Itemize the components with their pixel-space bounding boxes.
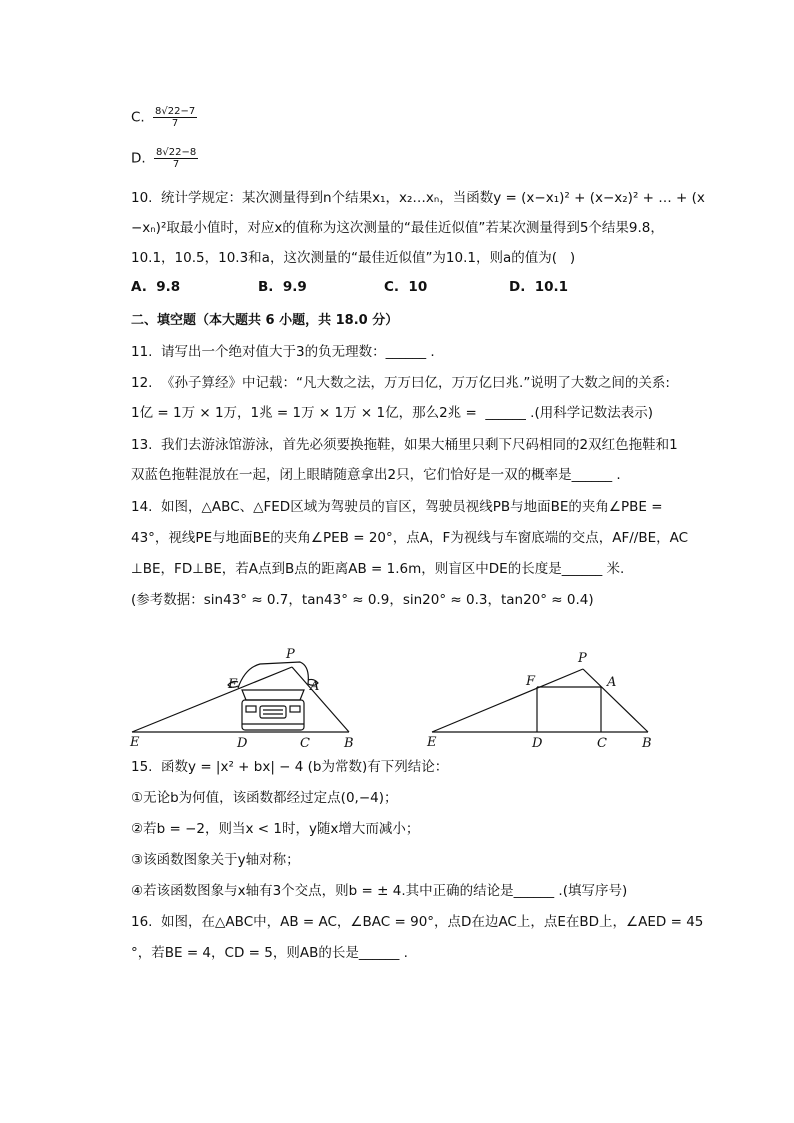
- q13-line-2: 双蓝色拖鞋混放在一起，闭上眼睛随意拿出2只，它们恰好是一双的概率是______ .: [131, 467, 621, 483]
- q14-line-1: 14. 如图，△ABC、△FED区域为驾驶员的盲区，驾驶员视线PB与地面BE的夹角∠PBE =: [131, 499, 663, 515]
- q14-line-3: ⊥BE，FD⊥BE，若A点到B点的距离AB = 1.6m，则盲区中DE的长度是______ 米.: [131, 561, 625, 577]
- label-P2: P: [578, 651, 587, 666]
- figure-car-diagram: [120, 640, 360, 755]
- q9-option-d: D. $\frac{8√22-8}{7}$: [131, 147, 197, 170]
- q15-item-4: ④若该函数图象与x轴有3个交点，则b = ± 4.其中正确的结论是______ .(填写序号): [131, 883, 628, 899]
- label-C2: C: [597, 736, 607, 751]
- car-grille: [260, 706, 286, 718]
- q11: 11. 请写出一个绝对值大于3的负无理数：______ .: [131, 344, 435, 360]
- car-headlight-left: [246, 706, 256, 712]
- q16-line-2: °，若BE = 4，CD = 5，则AB的长是______ .: [131, 945, 408, 961]
- q15-item-2: ②若b = −2，则当x < 1时，y随x增大而减小；: [131, 821, 420, 837]
- q9-option-d-fraction: $\frac{8√22-8}{7}$: [155, 147, 197, 170]
- label-C1: C: [300, 736, 310, 751]
- q9-option-c: C. $\frac{8√22-7}{7}$: [131, 106, 196, 129]
- q10-option-a: A. 9.8: [131, 279, 181, 295]
- label-F1: F: [228, 677, 238, 692]
- car-windshield: [242, 690, 304, 700]
- q15-item-3: ③该函数图象关于y轴对称；: [131, 852, 300, 868]
- q16-line-1: 16. 如图，在△ABC中，AB = AC，∠BAC = 90°，点D在边AC上，点E在BD上，∠AED = 45: [131, 914, 704, 930]
- q14-line-2: 43°，视线PE与地面BE的夹角∠PEB = 20°，点A，F为视线与车窗底端的交点，AF//BE，AC: [131, 530, 689, 546]
- q10-line-2: −xₙ)²取最小值时，对应x的值称为这次测量的“最佳近似值”若某次测量得到5个结果9.8，: [131, 220, 664, 236]
- segment-PE: [432, 669, 583, 732]
- label-B1: B: [344, 736, 354, 751]
- label-D2: D: [532, 736, 543, 751]
- q13-line-1: 13. 我们去游泳馆游泳，首先必须要换拖鞋，如果大桶里只剩下尺码相同的2双红色拖鞋和1: [131, 437, 678, 453]
- q10-option-b: B. 9.9: [258, 279, 307, 295]
- label-B2: B: [642, 736, 652, 751]
- q15-item-1: ①无论b为何值，该函数都经过定点(0,−4)；: [131, 790, 398, 806]
- q10-line-1: 10. 统计学规定：某次测量得到n个结果x₁，x₂…xₙ，当函数y = (x−x₁)² + (x−x₂)² + … + (x: [131, 190, 705, 206]
- label-A2: A: [607, 675, 617, 690]
- q15-line-1: 15. 函数y = |x² + bx| − 4 (b为常数)有下列结论：: [131, 759, 449, 775]
- section-heading: 二、填空题（本大题共 6 小题，共 18.0 分）: [131, 313, 399, 328]
- q12-line-1: 12. 《孙子算经》中记载：“凡大数之法，万万曰亿，万万亿曰兆.”说明了大数之间的关系:: [131, 375, 670, 391]
- figure-geometry-diagram: [420, 645, 660, 755]
- q14-line-4: (参考数据：sin43° ≈ 0.7，tan43° ≈ 0.9，sin20° ≈ 0.3，tan20° ≈ 0.4): [131, 592, 594, 608]
- q10-option-d: D. 10.1: [509, 279, 569, 295]
- q10-line-3: 10.1，10.5，10.3和a，这次测量的“最佳近似值”为10.1，则a的值为( ): [131, 250, 576, 266]
- q12-line-2: 1亿 = 1万 × 1万，1兆 = 1万 × 1万 × 1亿，那么2兆 = ______ .(用科学记数法表示): [131, 405, 653, 421]
- label-P1: P: [286, 647, 295, 662]
- car-body: [242, 700, 304, 730]
- label-F2: F: [526, 674, 536, 689]
- label-E2: E: [427, 735, 437, 750]
- car-headlight-right: [290, 706, 300, 712]
- label-E1: E: [130, 735, 140, 750]
- q10-option-c: C. 10: [384, 279, 428, 295]
- label-A1: A: [310, 679, 320, 694]
- label-D1: D: [237, 736, 248, 751]
- q9-option-c-fraction: $\frac{8√22-7}{7}$: [155, 106, 196, 129]
